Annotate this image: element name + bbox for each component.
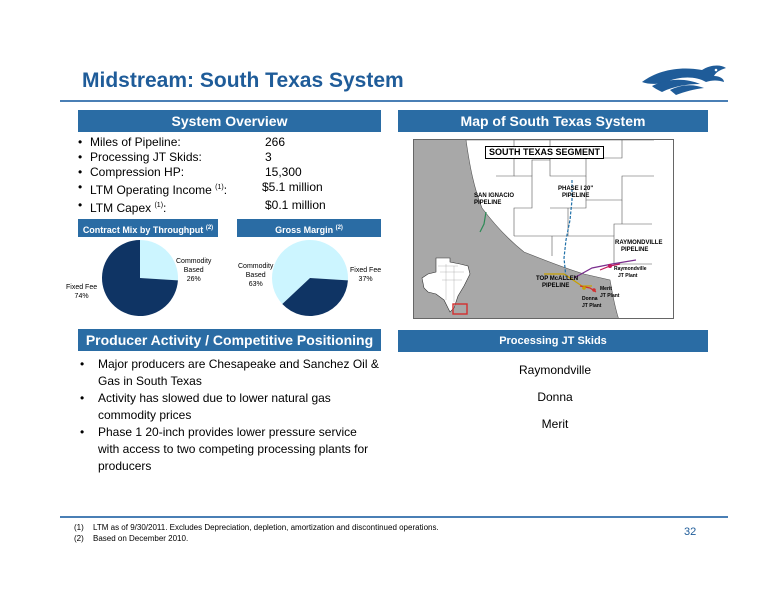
- overview-value: 266: [265, 135, 286, 149]
- gross-margin-pie-chart: [270, 238, 350, 318]
- map-heading: Map of South Texas System: [398, 110, 708, 132]
- page-number: 32: [684, 526, 697, 538]
- list-item: Raymondville: [518, 363, 592, 377]
- title-divider: [60, 100, 728, 102]
- overview-row: • Miles of Pipeline: 266: [78, 135, 286, 149]
- merit-jt-label: Merit JT Plant: [600, 286, 620, 299]
- contract-mix-fixed-label: Fixed Fee 74%: [66, 284, 98, 300]
- gross-margin-heading: Gross Margin $^{(2)}$: [237, 219, 381, 237]
- producer-bullets: [80, 356, 380, 475]
- system-overview-heading: System Overview: [78, 110, 381, 132]
- contract-mix-heading: Contract Mix by Throughput $^{(2)}$: [78, 219, 218, 237]
- producer-heading: Producer Activity / Competitive Positioning: [78, 329, 381, 351]
- contract-mix-commodity-label: Commodity Based 26%: [176, 258, 212, 283]
- list-item: Merit: [541, 417, 569, 431]
- overview-row: • LTM Capex $^{(1)}$: $0.1 million: [78, 198, 326, 215]
- segment-label: SOUTH TEXAS SEGMENT: [485, 146, 604, 159]
- top-mcallen-label: TOP McALLEN PIPELINE: [536, 276, 579, 289]
- overview-label: LTM Operating Income $^{(1)}$:: [90, 183, 228, 197]
- footer-divider: [60, 516, 728, 518]
- skids-heading: Processing JT Skids: [398, 330, 708, 352]
- overview-label: Processing JT Skids:: [90, 150, 202, 164]
- gross-margin-fixed-label: Fixed Fee 37%: [350, 267, 382, 283]
- overview-value: $5.1 million: [262, 180, 323, 194]
- overview-label: Miles of Pipeline:: [90, 135, 181, 149]
- list-item: • Phase 1 20-inch provides lower pressure service with access to two competing processing plants for producers: [80, 425, 369, 473]
- footnote: (2) Based on December 2010.: [74, 534, 189, 543]
- skids-list: [400, 362, 710, 443]
- phase1-label: PHASE I 20" PIPELINE: [558, 186, 594, 199]
- overview-row: • Compression HP: 15,300: [78, 165, 302, 179]
- pie-slice-commodity-based: [140, 240, 178, 280]
- list-item: Donna: [537, 390, 573, 404]
- page-title: Midstream: South Texas System: [82, 69, 404, 92]
- overview-label: Compression HP:: [90, 165, 185, 179]
- list-item: • Activity has slowed due to lower natural gas commodity prices: [80, 391, 331, 422]
- gross-margin-commodity-label: Commodity Based 63%: [238, 263, 274, 288]
- raymondville-pipeline-label: RAYMONDVILLE PIPELINE: [615, 240, 663, 253]
- overview-value: $0.1 million: [265, 198, 326, 212]
- raymondville-jt-label: Raymondville JT Plant: [614, 266, 647, 279]
- overview-value: 3: [265, 150, 272, 164]
- list-item: • Major producers are Chesapeake and Sanchez Oil & Gas in South Texas: [80, 357, 379, 388]
- eagle-logo-icon: [640, 62, 728, 96]
- footnotes: [74, 522, 439, 544]
- overview-value: 15,300: [265, 165, 302, 179]
- system-overview-list: [78, 135, 326, 216]
- overview-row: • LTM Operating Income $^{(1)}$: $5.1 million: [78, 180, 323, 197]
- south-texas-map: [413, 139, 674, 319]
- contract-mix-pie-chart: [100, 238, 180, 318]
- footnote: (1) LTM as of 9/30/2011. Excludes Depreciation, depletion, amortization and discontinued operations.: [74, 523, 439, 532]
- san-ignacio-label: SAN IGNACIO PIPELINE: [474, 193, 515, 206]
- donna-jt-label: Donna JT Plant: [582, 296, 602, 309]
- overview-label: LTM Capex $^{(1)}$:: [90, 201, 167, 215]
- overview-row: • Processing JT Skids: 3: [78, 150, 272, 164]
